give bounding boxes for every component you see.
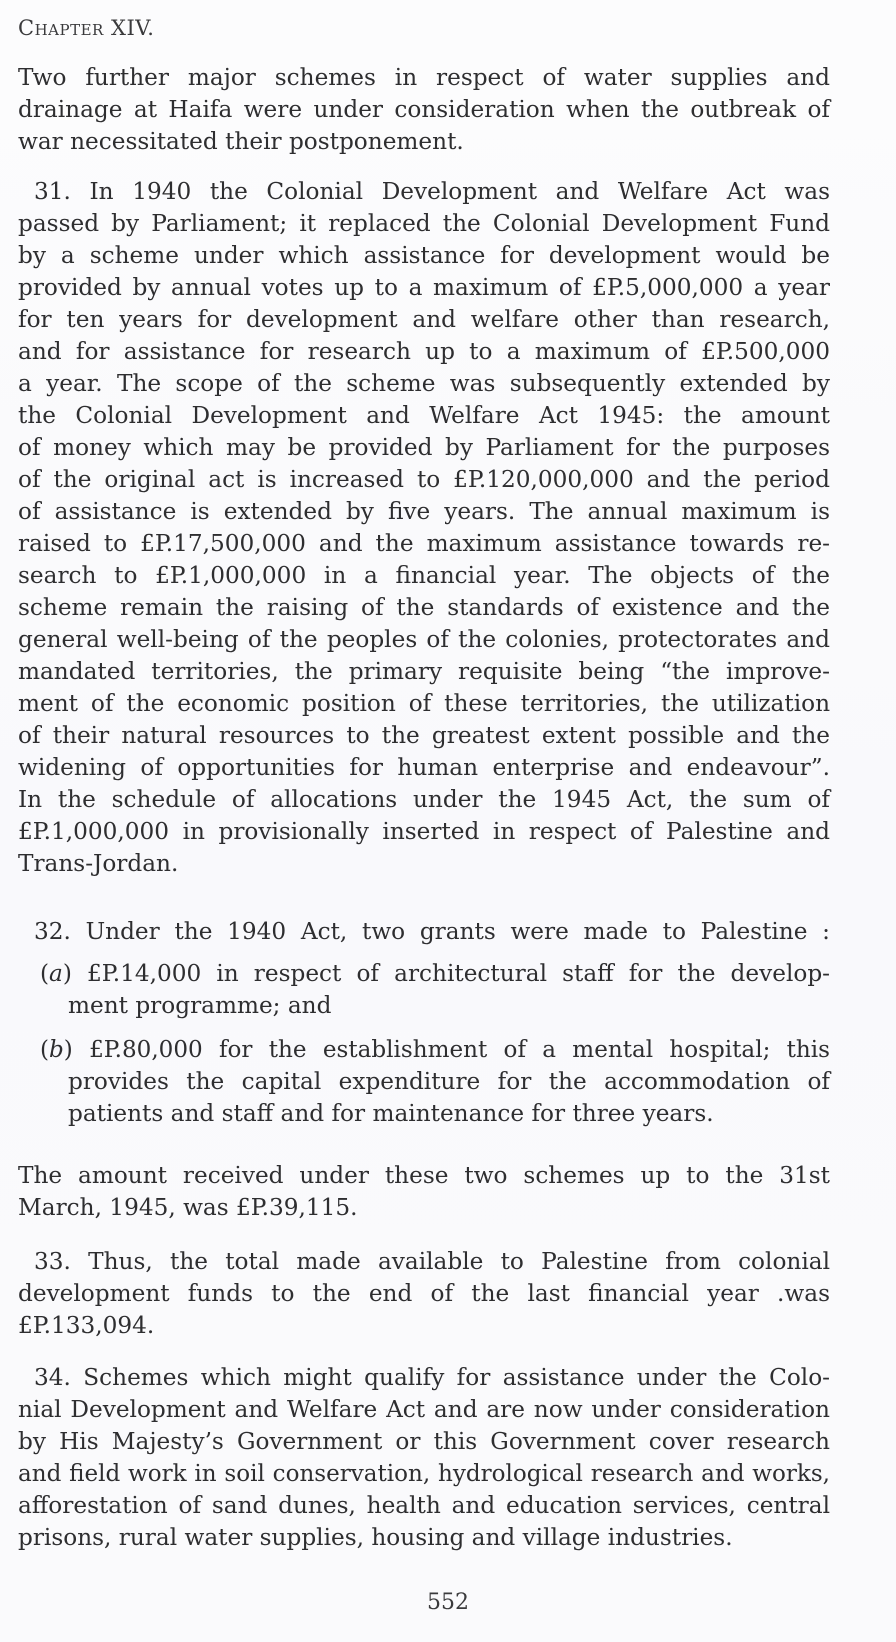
text-line: general well-being of the peoples of the colonies, protectorates and (18, 626, 830, 653)
text-line (18, 958, 830, 990)
text-line: March, 1945, was £P.39,115. (18, 1194, 358, 1221)
text-line: The amount received under these two schemes up to the 31st (18, 1162, 830, 1189)
text-line: ment of the economic position of these territories, the utilization (18, 690, 830, 717)
text-line: 33. Thus, the total made available to Palestine from colonial (34, 1248, 830, 1275)
text-line: Two further major schemes in respect of water supplies and (18, 64, 830, 91)
text-line: development funds to the end of the last financial year .was (18, 1280, 830, 1307)
list-item-a (18, 958, 830, 1022)
text-line: 31. In 1940 the Colonial Development and Welfare Act was (34, 178, 830, 205)
text-line: and field work in soil conservation, hydrological research and works, (18, 1461, 830, 1487)
text-line: In the schedule of allocations under the 1945 Act, the sum of (18, 786, 830, 813)
text-line: widening of opportunities for human enterprise and endeavour”. (18, 754, 830, 781)
text-line: nial Development and Welfare Act and are now under consideration (18, 1396, 830, 1423)
text-line (18, 1034, 830, 1066)
text-line: and for assistance for research up to a maximum of £P.500,000 (18, 338, 830, 365)
text-line: passed by Parliament; it replaced the Colonial Development Fund (18, 210, 830, 237)
text-line: raised to £P.17,500,000 and the maximum assistance towards re- (18, 530, 830, 557)
text-line: by a scheme under which assistance for development would be (18, 242, 830, 269)
list-item-b (18, 1034, 830, 1130)
text-line: scheme remain the raising of the standards of existence and the (18, 594, 830, 621)
text-line: patients and staff and for maintenance for three years. (68, 1100, 714, 1127)
text-line: Trans-Jordan. (18, 850, 179, 877)
text-line: provided by annual votes up to a maximum of £P.5,000,000 a year (18, 274, 830, 301)
paragraph-31 (18, 176, 830, 880)
text-line: of money which may be provided by Parliament for the purposes (18, 434, 830, 461)
page-number: 552 (427, 1590, 469, 1615)
text-line: for ten years for development and welfare other than research, (18, 306, 830, 333)
text-line: war necessitated their postponement. (18, 128, 464, 155)
text-line: by His Majesty’s Government or this Government cover research (18, 1428, 830, 1455)
text-line: afforestation of sand dunes, health and education services, central (18, 1492, 830, 1519)
text-line: ment programme; and (68, 992, 332, 1019)
text-line: mandated territories, the primary requisite being “the improve- (18, 658, 830, 685)
text-line: of assistance is extended by five years. The annual maximum is (18, 498, 830, 525)
text-line: search to £P.1,000,000 in a financial year. The objects of the (18, 562, 830, 589)
text-line: drainage at Haifa were under consideration when the outbreak of (18, 96, 830, 123)
item-label: (a) (40, 960, 88, 987)
text-line: £P.1,000,000 in provisionally inserted in respect of Palestine and (18, 818, 830, 845)
text-line: provides the capital expenditure for the accommodation of (68, 1068, 830, 1095)
item-text: £P.14,000 in respect of architectural staff for the develop- (87, 960, 830, 987)
text-line: 32. Under the 1940 Act, two grants were made to Palestine : (34, 918, 830, 945)
text-line: of the original act is increased to £P.120,000,000 and the period (18, 466, 830, 493)
text-line: a year. The scope of the scheme was subsequently extended by (18, 370, 830, 397)
paragraph-32 (18, 916, 830, 948)
text-line: of their natural resources to the greatest extent possible and the (18, 722, 830, 749)
intro-paragraph (18, 62, 830, 158)
chapter-header (18, 16, 154, 40)
paragraph-34 (18, 1362, 830, 1554)
text-line: the Colonial Development and Welfare Act 1945: the amount (18, 402, 830, 429)
paragraph-33 (18, 1246, 830, 1342)
chapter-label: Chapter XIV. (18, 16, 155, 40)
paragraph-32-closing (18, 1160, 830, 1224)
text-line: prisons, rural water supplies, housing and village industries. (18, 1524, 733, 1551)
item-text: £P.80,000 for the establishment of a mental hospital; this (89, 1037, 830, 1063)
item-label: (b) (40, 1037, 90, 1063)
text-line: 34. Schemes which might qualify for assistance under the Colo- (34, 1364, 830, 1391)
text-line: £P.133,094. (18, 1312, 155, 1339)
